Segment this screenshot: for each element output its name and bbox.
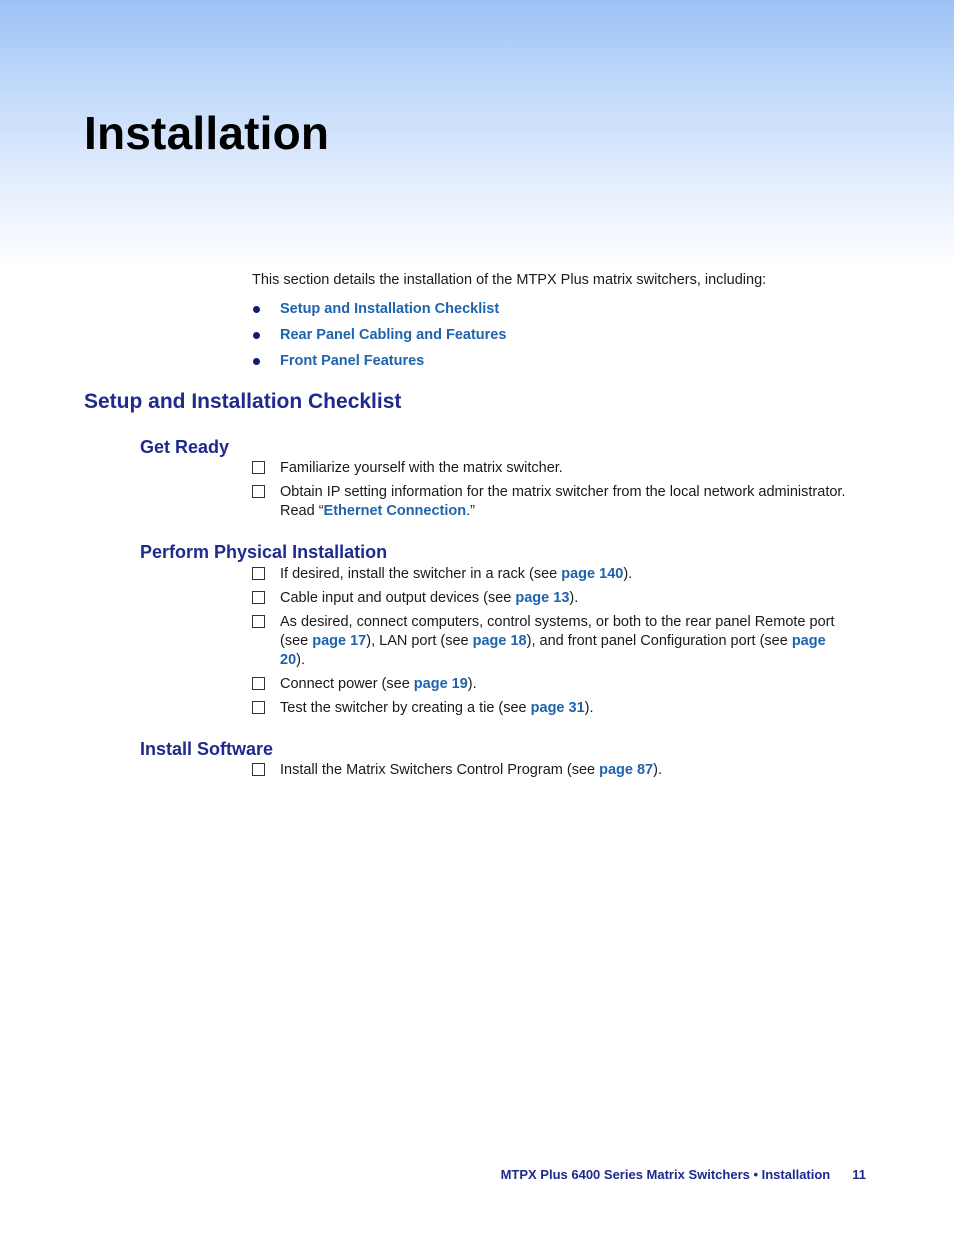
- get-ready-heading: Get Ready: [140, 437, 230, 457]
- link-front-panel[interactable]: Front Panel Features: [280, 353, 425, 369]
- software-checklist: [252, 761, 852, 785]
- get-ready-checklist: [252, 459, 852, 526]
- checklist-text: Connect power (see: [280, 676, 414, 692]
- checklist-text: ).: [623, 566, 633, 582]
- section-heading: Setup and Installation Checklist: [84, 390, 402, 413]
- checkbox-icon: [252, 701, 265, 714]
- bullet-icon: [253, 306, 260, 313]
- physical-checklist: [252, 565, 852, 723]
- checkbox-icon: [252, 677, 265, 690]
- checkbox-icon: [252, 615, 265, 628]
- link-page-19[interactable]: page 19: [413, 676, 468, 692]
- checklist-text: Cable input and output devices (see: [280, 590, 516, 606]
- checklist-text: ), LAN port (see: [366, 633, 473, 649]
- link-page-20[interactable]: page 20: [280, 633, 826, 668]
- checklist-item: [252, 675, 852, 694]
- checklist-item: [252, 589, 852, 608]
- page-title: Installation: [84, 107, 330, 159]
- bullet-icon: [253, 332, 260, 339]
- list-item: [252, 296, 506, 322]
- link-page-13[interactable]: page 13: [515, 590, 570, 606]
- link-setup-checklist[interactable]: Setup and Installation Checklist: [280, 301, 500, 317]
- checklist-text: ), and front panel Configuration port (see: [526, 633, 792, 649]
- checklist-item: [252, 459, 852, 478]
- checklist-text: ).: [584, 700, 594, 716]
- link-rear-panel[interactable]: Rear Panel Cabling and Features: [280, 327, 507, 343]
- checkbox-icon: [252, 461, 265, 474]
- checklist-text: Obtain IP setting information for the matrix switcher from the local network administrator. Read “: [280, 484, 846, 519]
- checklist-item: [252, 483, 852, 521]
- checklist-text: ).: [467, 676, 477, 692]
- checklist-text: Test the switcher by creating a tie (see: [280, 700, 531, 716]
- list-item: [252, 348, 506, 374]
- link-page-87[interactable]: page 87: [599, 762, 654, 778]
- checkbox-icon: [252, 485, 265, 498]
- checklist-text: Familiarize yourself with the matrix switcher.: [280, 460, 563, 476]
- link-page-17[interactable]: page 17: [312, 633, 367, 649]
- topic-list: [252, 296, 506, 374]
- checklist-text: If desired, install the switcher in a rack (see: [280, 566, 562, 582]
- checklist-item: [252, 613, 852, 670]
- checklist-item: [252, 565, 852, 584]
- checklist-text: Install the Matrix Switchers Control Program (see: [280, 762, 600, 778]
- list-item: [252, 322, 506, 348]
- checkbox-icon: [252, 567, 265, 580]
- checklist-text: ).: [296, 652, 305, 668]
- intro-text: This section details the installation of the MTPX Plus matrix switchers, including:: [252, 272, 767, 288]
- checklist-text: ).: [653, 762, 662, 778]
- link-ethernet-connection[interactable]: Ethernet Connection: [323, 503, 467, 519]
- link-page-140[interactable]: page 140: [561, 566, 624, 582]
- checklist-item: [252, 761, 852, 780]
- page-footer: [501, 1167, 866, 1182]
- checklist-text: .”: [466, 503, 475, 519]
- link-page-18[interactable]: page 18: [472, 633, 527, 649]
- checkbox-icon: [252, 763, 265, 776]
- checklist-item: [252, 699, 852, 718]
- checklist-text: ).: [569, 590, 579, 606]
- link-page-31[interactable]: page 31: [530, 700, 585, 716]
- bullet-icon: [253, 358, 260, 365]
- checklist-text: As desired, connect computers, control systems, or both to the rear panel Remote port (see: [280, 614, 835, 649]
- checkbox-icon: [252, 591, 265, 604]
- page-number: 11: [852, 1167, 866, 1182]
- software-heading: Install Software: [140, 739, 274, 759]
- footer-text: MTPX Plus 6400 Series Matrix Switchers • Installation: [500, 1167, 831, 1182]
- physical-heading: Perform Physical Installation: [140, 542, 388, 562]
